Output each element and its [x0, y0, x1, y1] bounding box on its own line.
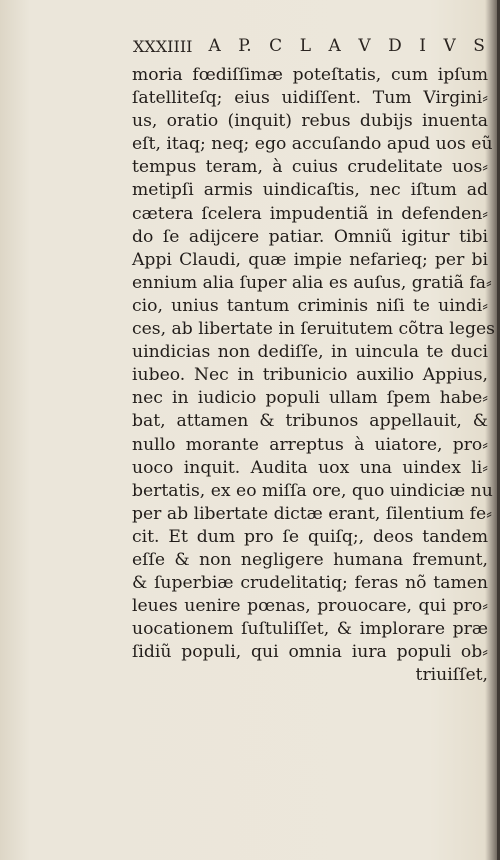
- running-head-letter: S: [473, 36, 485, 56]
- page-header: [133, 34, 485, 58]
- running-head-letter: A: [208, 36, 221, 56]
- running-head-letter: D: [388, 36, 402, 56]
- text-line: cætera ſcelera impudentiã in defenden⸗: [132, 203, 488, 224]
- text-line: per ab libertate dictæ erant, ſilentium fe⸗: [132, 503, 492, 524]
- running-head-letter: A: [328, 36, 341, 56]
- text-line: metipſi armis uindicaſtis, nec iſtum ad: [132, 180, 488, 201]
- text-line: tempus teram, à cuius crudelitate uos⸗: [132, 157, 488, 178]
- text-line: ſidiũ populi, qui omnia iura populi ob⸗: [132, 642, 488, 663]
- text-line: us, oratio (inquit) rebus dubijs inuenta: [132, 111, 488, 132]
- running-head: [208, 36, 485, 56]
- running-head-letter: V: [443, 36, 456, 56]
- text-line: & ſuperbiæ crudelitatiq; feras nõ tamen: [132, 573, 488, 594]
- text-line: bertatis, ex eo miſſa ore, quo uindiciæ nu: [132, 480, 493, 501]
- running-head-letter: C: [269, 36, 283, 56]
- text-line: do ſe adijcere patiar. Omniũ igitur tibi: [132, 226, 488, 247]
- text-line: leues uenire pœnas, prouocare, qui pro⸗: [132, 596, 488, 617]
- running-head-letter: L: [299, 36, 311, 56]
- text-line: iubeo. Nec in tribunicio auxilio Appius,: [132, 365, 488, 386]
- text-line: uoco inquit. Audita uox una uindex li⸗: [132, 457, 488, 478]
- text-line: Appi Claudi, quæ impie nefarieq; per bi: [132, 249, 488, 270]
- folio-number: XXXIIII: [133, 36, 193, 56]
- text-line: ces, ab libertate in ſeruitutem cõtra leges: [132, 319, 495, 340]
- catchword: triuiſſet,: [415, 665, 488, 686]
- text-line: uindicias non dediſſe, in uincula te duci: [132, 342, 488, 363]
- running-head-letter: I: [419, 36, 426, 56]
- text-line: eſt, itaq; neq; ego accuſando apud uos eũ: [132, 134, 493, 155]
- text-line: nec in iudicio populi ullam ſpem habe⸗: [132, 388, 488, 409]
- running-head-letter: P.: [238, 36, 252, 56]
- text-line: ennium alia ſuper alia es auſus, gratiã fa⸗: [132, 272, 492, 293]
- text-line: moria fœdiſſimæ poteſtatis, cum ipſum: [132, 65, 488, 85]
- text-line: ſatelliteſq; eius uidiſſent. Tum Virgini⸗: [132, 88, 488, 109]
- text-line: cio, unius tantum criminis niſi te uindi⸗: [132, 295, 488, 316]
- running-head-letter: V: [358, 36, 371, 56]
- body-text: [132, 64, 495, 688]
- text-line: eſſe & non negligere humana fremunt,: [132, 549, 488, 570]
- text-line: uocationem ſuſtuliſſet, & implorare præ: [132, 619, 488, 640]
- text-line: bat, attamen & tribunos appellauit, &: [132, 411, 488, 432]
- text-line: nullo morante arreptus à uiatore, pro⸗: [132, 434, 488, 455]
- text-line: cit. Et dum pro ſe quiſq;, deos tandem: [132, 526, 488, 547]
